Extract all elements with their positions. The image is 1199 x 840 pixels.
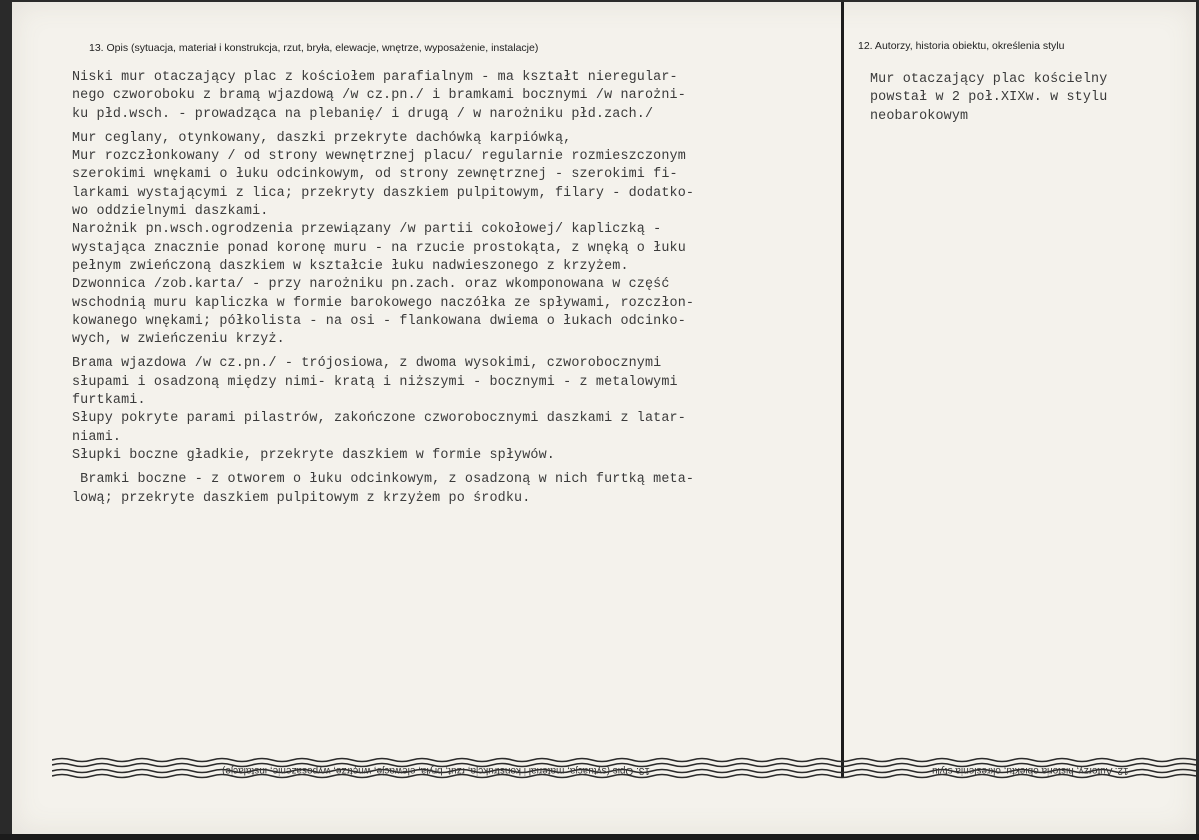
description-paragraph-4: Bramki boczne - z otworem o łuku odcinkowym, z osadzoną w nich furtką meta- lową; przekryte daszkiem pulpitowym z krzyżem po środku. — [72, 472, 695, 506]
description-paragraph-1: Niski mur otaczający plac z kościołem parafialnym - ma kształt nieregular- nego czworoboku z bramą wjazdową /w cz.pn./ i bramkami bocznymi /w narożni- ku płd.wsch. - prowadząca na plebanię/ i drugą / w narożniku płd.zach./ — [72, 70, 686, 122]
description-paragraph-3: Brama wjazdowa /w cz.pn./ - trójosiowa, z dwoma wysokimi, czworobocznymi słupami i osadzoną między nimi- kratą i niższymi - bocznymi - z metalowymi furtkami. Słupy pokryte parami pilastrów, zakończone czworobocznymi daszkami z latar- niami. Słupki boczne gładkie, przekryte daszkiem w formie spływów. — [72, 356, 686, 463]
description-header: 13. Opis (sytuacja, materiał i konstrukcja, rzut, bryła, elewacje, wnętrze, wyposażenie, instalacje) — [89, 42, 539, 54]
description-paragraph-2: Mur ceglany, otynkowany, daszki przekryte dachówką karpiówką, Mur rozczłonkowany / od strony wewnętrznej placu/ regularnie rozmieszczonym szerokimi wnękami o łuku odcinkowym, od strony zewnętrznej - szerokimi fi- larkami wystającymi z lica; przekryty daszkiem pulpitowym, filary - dodatko- wo oddzielnymi daszkami. Narożnik pn.wsch.ogrodzenia przewiązany /w partii cokołowej/ kapliczką - wystająca znacznie ponad koronę muru - na rzucie prostokąta, z wnęką o łuku pełnym zwieńczoną daszkiem w kształcie łuku nadwieszonego z krzyżem. Dzwonnica /zob.karta/ - przy narożniku pn.zach. oraz wkomponowana w część wschodnią muru kapliczka w formie barokowego naczółka ze spływami, rozczłon- kowanego wnękami; półkolista - na osi - flankowana dwiema o łukach odcinko- wych, w zwieńczeniu krzyż. — [72, 130, 695, 348]
mirrored-authors-header: 12. Autorzy, historia obiektu, określenia stylu — [932, 765, 1129, 776]
record-card — [12, 2, 1196, 834]
authors-history-text: Mur otaczający plac kościelny powstał w 2 poł.XIXw. w stylu neobarokowym — [870, 72, 1108, 124]
authors-history-header: 12. Autorzy, historia obiektu, określenia stylu — [858, 40, 1065, 52]
description-body — [72, 69, 842, 508]
background-edge — [0, 834, 1199, 840]
mirrored-description-header: 13. Opis (sytuacja, materiał i konstrukcja, rzut, bryła, elewacje, wnętrze, wyposażenie, instalacje) — [222, 765, 650, 776]
